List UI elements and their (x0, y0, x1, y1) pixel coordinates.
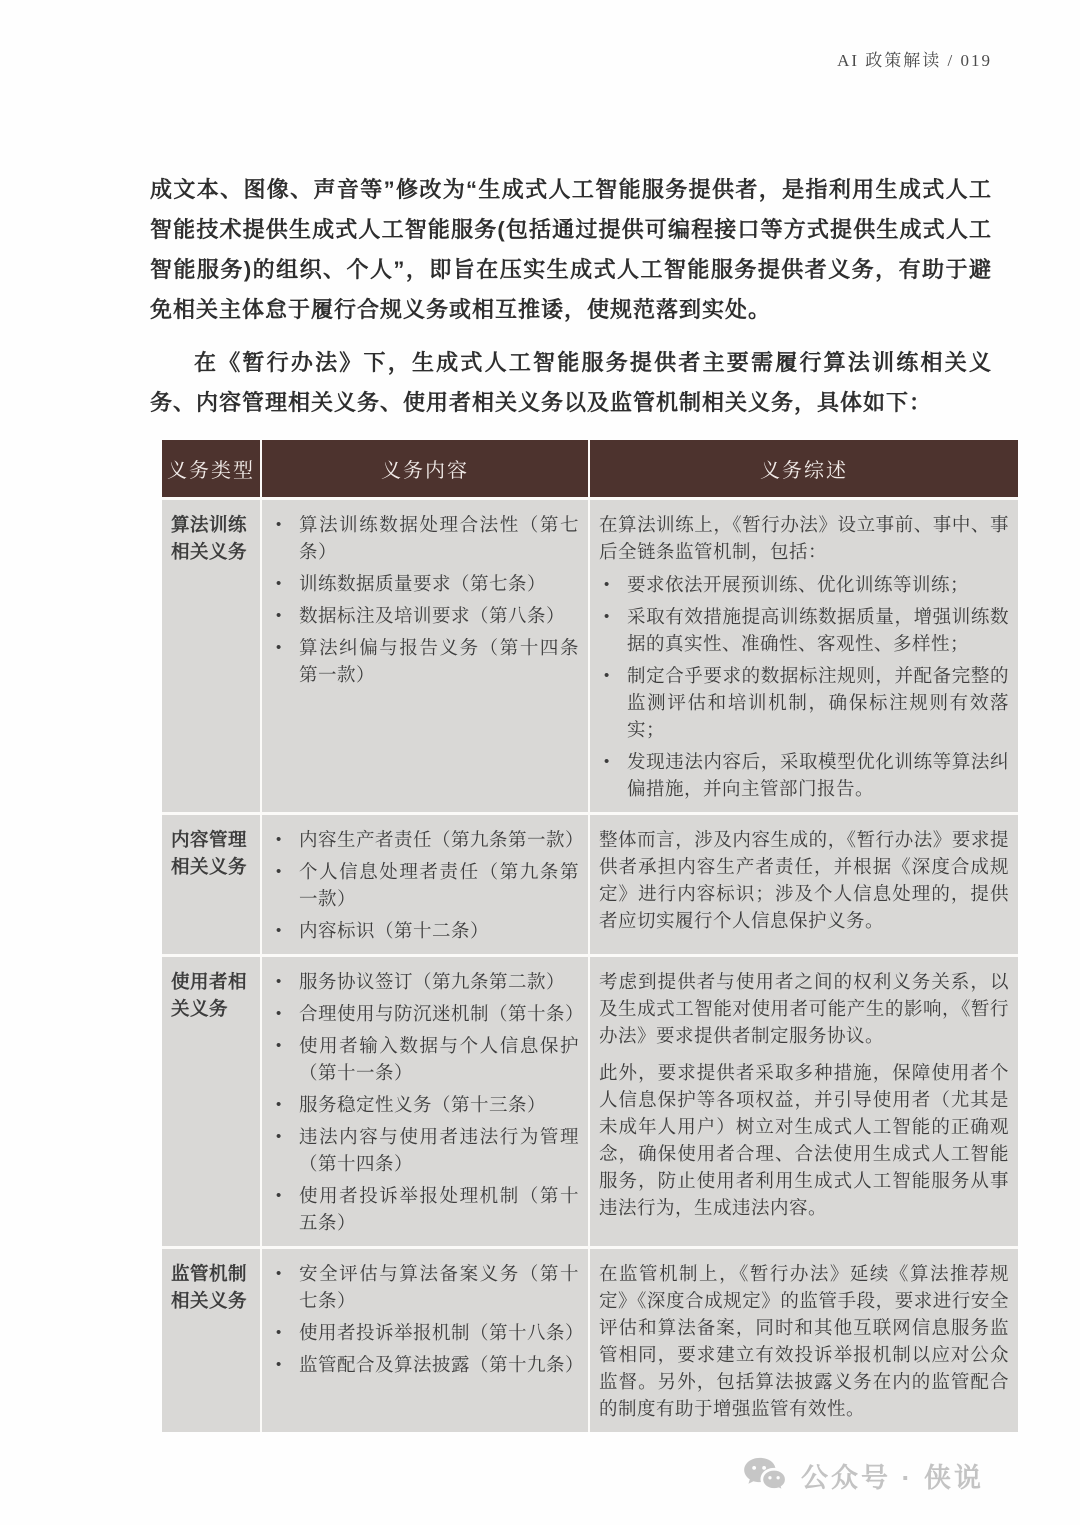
list-item-text: 算法训练数据处理合法性（第七条） (299, 514, 579, 562)
summary-paragraph: 此外，要求提供者采取多种措施，保障使用者个人信息保护等各项权益，并引导使用者（尤其是未成年人用户）树立对生成式人工智能的正确观念，确保使用者合理、合法使用生成式人工智能服务，防止使用者利用生成式人工智能服务从事违法行为，生成违法内容。 (599, 1062, 1009, 1218)
list-item (271, 1032, 579, 1086)
list-item-text: 数据标注及培训要求（第八条） (299, 605, 566, 626)
obligation-summary-cell (590, 497, 1018, 812)
bullet-icon: • (276, 516, 282, 533)
bullet-icon: • (276, 1037, 282, 1054)
list-item-text: 使用者投诉举报处理机制（第十五条） (299, 1185, 579, 1233)
obligation-content-list (271, 1260, 585, 1378)
summary-intro: 在算法训练上，《暂行办法》设立事前、事中、事后全链条监管机制，包括： (599, 514, 1009, 562)
summary-paragraph: 考虑到提供者与使用者之间的权利义务关系，以及生成式工智能对使用者可能产生的影响，《暂行办法》要求提供者制定服务协议。 (599, 971, 1009, 1046)
bullet-icon: • (604, 667, 610, 684)
column-header-summary: 义务综述 (590, 440, 1018, 497)
obligation-summary-cell (590, 954, 1018, 1246)
list-item (271, 858, 579, 912)
table-header-row (162, 440, 1018, 497)
list-item (271, 826, 585, 853)
obligations-table-body (162, 497, 1018, 1432)
bullet-icon: • (276, 1356, 282, 1373)
obligation-type-cell: 使用者相关义务 (162, 954, 262, 1246)
list-item (599, 603, 1009, 657)
list-item-text: 违法内容与使用者违法行为管理（第十四条） (299, 1126, 579, 1174)
page-content (150, 170, 1009, 1432)
obligation-content-cell (262, 497, 590, 812)
list-item-text: 使用者投诉举报机制（第十八条） (299, 1322, 585, 1343)
list-item (271, 917, 579, 944)
bullet-icon: • (276, 575, 282, 592)
wechat-icon (743, 1457, 787, 1495)
obligation-content-list (271, 511, 579, 688)
bullet-icon: • (604, 753, 610, 770)
list-item-text: 安全评估与算法备案义务（第十七条） (299, 1263, 579, 1311)
list-item-text: 训练数据质量要求（第七条） (299, 573, 547, 594)
list-item (271, 1000, 585, 1027)
list-item-text: 使用者输入数据与个人信息保护（第十一条） (299, 1035, 579, 1083)
bullet-icon: • (276, 973, 282, 990)
bullet-icon: • (276, 1265, 282, 1282)
list-item-text: 内容标识（第十二条） (299, 920, 490, 941)
table-row (162, 954, 1018, 1246)
bullet-icon: • (276, 607, 282, 624)
obligation-content-cell (262, 954, 590, 1246)
body-paragraph: 成文本、图像、声音等”修改为“生成式人工智能服务提供者，是指利用生成式人工智能技术提供生成式人工智能服务(包括通过提供可编程接口等方式提供生成式人工智能服务)的组织、个人”，即旨在压实生成式人工智能服务提供者义务，有助于避免相关主体怠于履行合规义务或相互推诿，使规范落到实处。 (150, 177, 992, 322)
obligation-type-cell: 内容管理相关义务 (162, 812, 262, 954)
watermark-text: 公众号 · 侠说 (801, 1463, 984, 1493)
list-item (599, 748, 1009, 802)
bullet-icon: • (276, 1096, 282, 1113)
summary-paragraph: 在监管机制上，《暂行办法》延续《算法推荐规定》《深度合成规定》的监管手段，要求进行安全评估和算法备案，同时和其他互联网信息服务监管相同，要求建立有效投诉举报机制以应对公众监督。另外，包括算法披露义务在内的监管配合的制度有助于增强监管有效性。 (599, 1263, 1009, 1419)
list-item (271, 1260, 579, 1314)
list-item (599, 662, 1009, 743)
footer-watermark (743, 1456, 984, 1495)
list-item (599, 571, 1009, 598)
obligation-type-cell: 算法训练相关义务 (162, 497, 262, 812)
obligation-content-list (271, 968, 585, 1236)
list-item (271, 570, 579, 597)
list-item (271, 1351, 585, 1378)
page-header-label: AI 政策解读 / 019 (837, 51, 992, 70)
bullet-icon: • (276, 831, 282, 848)
list-item-text: 服务稳定性义务（第十三条） (299, 1094, 547, 1115)
table-row (162, 1246, 1018, 1432)
bullet-icon: • (276, 863, 282, 880)
table-row (162, 497, 1018, 812)
obligation-content-list (271, 826, 585, 944)
list-item-text: 服务协议签订（第九条第二款） (299, 971, 566, 992)
body-paragraph: 在《暂行办法》下，生成式人工智能服务提供者主要需履行算法训练相关义务、内容管理相关义务、使用者相关义务以及监管机制相关义务，具体如下： (150, 350, 992, 415)
bullet-icon: • (604, 608, 610, 625)
list-item (271, 1123, 579, 1177)
bullet-icon: • (276, 639, 282, 656)
bullet-icon: • (276, 1128, 282, 1145)
table-row (162, 812, 1018, 954)
list-item (271, 1319, 585, 1346)
list-item-text: 发现违法内容后，采取模型优化训练等算法纠偏措施，并向主管部门报告。 (627, 751, 1009, 799)
column-header-type: 义务类型 (162, 440, 262, 497)
summary-paragraph: 整体而言，涉及内容生成的，《暂行办法》要求提供者承担内容生产者责任，并根据《深度合成规定》进行内容标识；涉及个人信息处理的，提供者应切实履行个人信息保护义务。 (599, 829, 1009, 931)
bullet-icon: • (276, 1324, 282, 1341)
list-item-text: 内容生产者责任（第九条第一款） (299, 829, 585, 850)
list-item-text: 要求依法开展预训练、优化训练等训练； (627, 574, 970, 595)
bullet-icon: • (604, 576, 610, 593)
summary-bullet-list (599, 571, 1009, 802)
bullet-icon: • (276, 1187, 282, 1204)
obligation-content-cell (262, 1246, 590, 1432)
list-item-text: 个人信息处理者责任（第九条第一款） (299, 861, 579, 909)
obligations-table (162, 440, 1018, 1432)
obligations-table-header (162, 440, 1018, 497)
list-item (271, 634, 579, 688)
bullet-icon: • (276, 1005, 282, 1022)
list-item-text: 制定合乎要求的数据标注规则，并配备完整的监测评估和培训机制，确保标注规则有效落实； (627, 665, 1009, 740)
list-item (271, 968, 579, 995)
bullet-icon: • (276, 922, 282, 939)
obligation-summary-cell (590, 812, 1018, 954)
list-item-text: 算法纠偏与报告义务（第十四条第一款） (299, 637, 579, 685)
column-header-content: 义务内容 (262, 440, 590, 497)
list-item-text: 监管配合及算法披露（第十九条） (299, 1354, 585, 1375)
obligation-content-cell (262, 812, 590, 954)
list-item (271, 1091, 579, 1118)
list-item-text: 采取有效措施提高训练数据质量，增强训练数据的真实性、准确性、客观性、多样性； (627, 606, 1009, 654)
list-item (271, 511, 579, 565)
list-item-text: 合理使用与防沉迷机制（第十条） (299, 1003, 585, 1024)
list-item (271, 1182, 579, 1236)
obligation-type-cell: 监管机制相关义务 (162, 1246, 262, 1432)
list-item (271, 602, 579, 629)
obligation-summary-cell (590, 1246, 1018, 1432)
